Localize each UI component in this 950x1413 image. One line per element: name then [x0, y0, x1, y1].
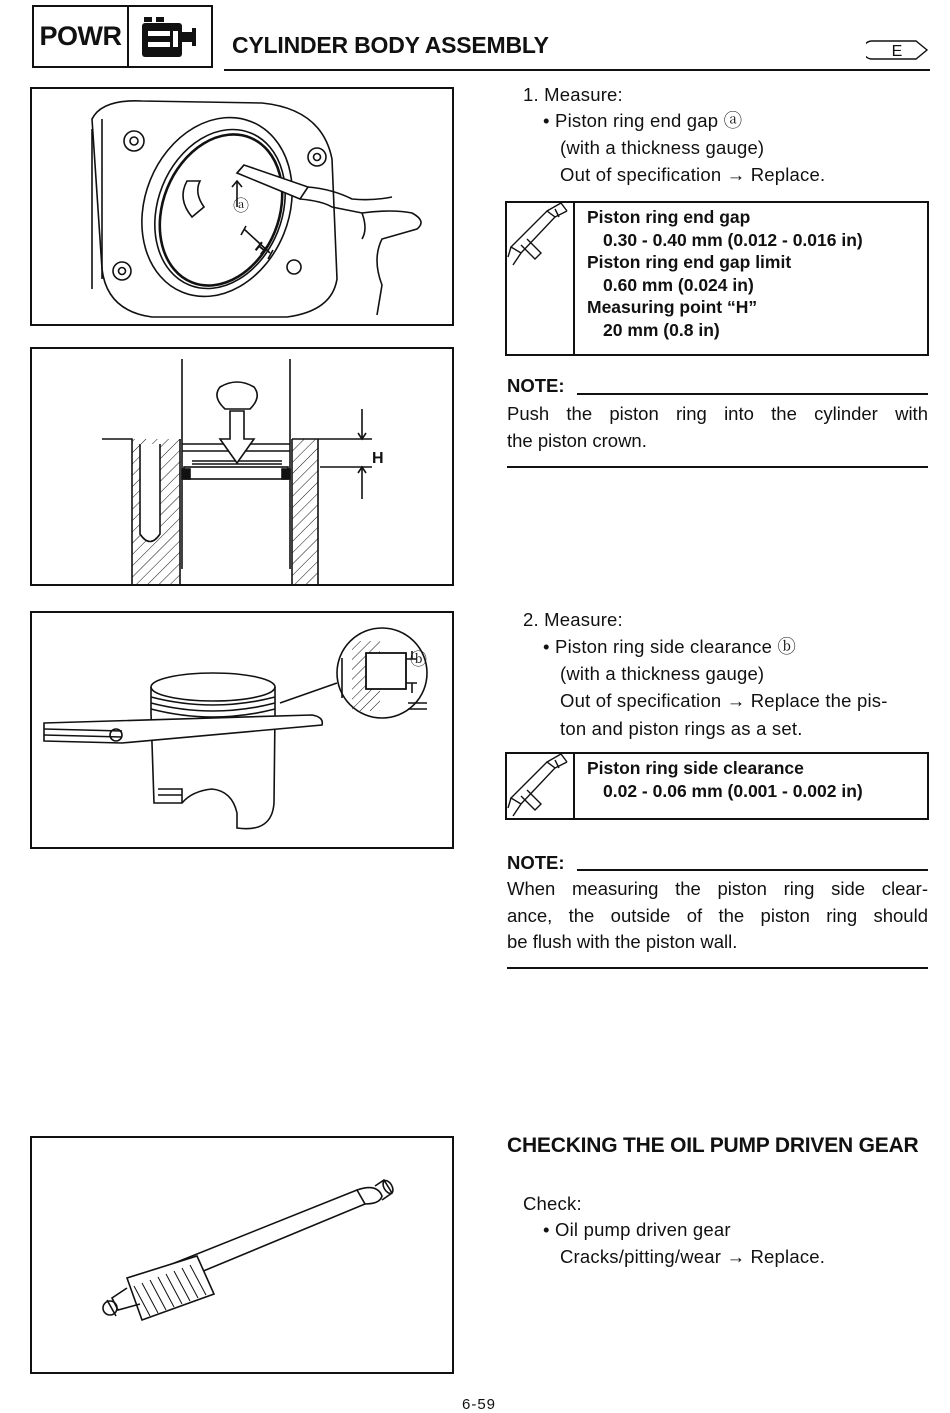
- note-end-rule: [507, 967, 928, 969]
- note2-line: be flush with the piston wall.: [507, 931, 738, 952]
- section3-action: Cracks/pitting/wear → Replace.: [560, 1246, 826, 1267]
- spec-box-end-gap: [505, 201, 929, 356]
- spec-line: 20 mm (0.8 in): [603, 319, 720, 340]
- label-a: ⓐ: [233, 198, 250, 215]
- spec-line: Piston ring end gap: [587, 207, 751, 227]
- spec-line: Measuring point “H”: [587, 297, 758, 317]
- step2-action: Out of specification → Replace the pis-: [560, 690, 888, 711]
- step1-heading: 1. Measure:: [523, 84, 623, 105]
- note2-text: [507, 876, 928, 956]
- label-b: ⓑ: [410, 650, 427, 669]
- step1-action: Out of specification → Replace.: [560, 164, 826, 185]
- header-rule: [224, 69, 930, 71]
- spec-line: 0.30 - 0.40 mm (0.012 - 0.016 in): [603, 229, 863, 250]
- caliper-icon: [507, 203, 575, 354]
- spec-line: Piston ring side clearance: [587, 758, 804, 778]
- note1-line: Push the piston ring into the cylinder with: [507, 403, 928, 424]
- section3-item: • Oil pump driven gear: [543, 1216, 731, 1244]
- note1-line: the piston crown.: [507, 429, 647, 451]
- note-label: NOTE:: [507, 852, 565, 873]
- note2-line: When measuring the piston ring side clear-: [507, 878, 928, 899]
- caliper-icon: [507, 754, 575, 818]
- spec-text: [575, 203, 863, 354]
- step1-method: (with a thickness gauge): [560, 137, 765, 158]
- note1-text: [507, 401, 928, 454]
- spec-line: 0.02 - 0.06 mm (0.001 - 0.002 in): [603, 780, 863, 801]
- section-heading: CHECKING THE OIL PUMP DRIVEN GEAR: [507, 1134, 919, 1157]
- step2-item: • Piston ring side clearance ⓑ: [543, 633, 796, 661]
- piston-ring-side-clearance-illustration: [30, 611, 454, 849]
- note2-line: ance, the outside of the piston ring should: [507, 904, 928, 926]
- step2-action-cont: ton and piston rings as a set.: [560, 718, 803, 739]
- label-h: H: [251, 238, 271, 259]
- note-end-rule: [507, 466, 928, 468]
- piston-ring-position-diagram: [30, 347, 454, 586]
- step1-item: • Piston ring end gap ⓐ: [543, 107, 742, 135]
- spec-line: Piston ring end gap limit: [587, 252, 792, 272]
- note-rule: [577, 393, 928, 395]
- language-badge: [866, 38, 930, 67]
- spec-text: [575, 754, 863, 818]
- note-label: NOTE:: [507, 375, 565, 396]
- spec-box-side-clearance: [505, 752, 929, 820]
- note-rule: [577, 869, 928, 871]
- spec-line: 0.60 mm (0.024 in): [603, 274, 754, 295]
- section-code: POWR: [34, 7, 129, 66]
- page-number: 6-59: [462, 1396, 497, 1413]
- cylinder-bore-thickness-gauge-illustration: [30, 87, 454, 326]
- oil-pump-driven-gear-illustration: [30, 1136, 454, 1374]
- step2-method: (with a thickness gauge): [560, 663, 765, 684]
- language-badge-label: E: [891, 43, 903, 60]
- step2-heading: 2. Measure:: [523, 609, 623, 630]
- engine-block-icon: [129, 7, 211, 66]
- section-tab: [32, 5, 213, 68]
- page-title: CYLINDER BODY ASSEMBLY: [232, 32, 549, 58]
- section3-subheading: Check:: [523, 1193, 582, 1214]
- label-h: H: [372, 450, 384, 467]
